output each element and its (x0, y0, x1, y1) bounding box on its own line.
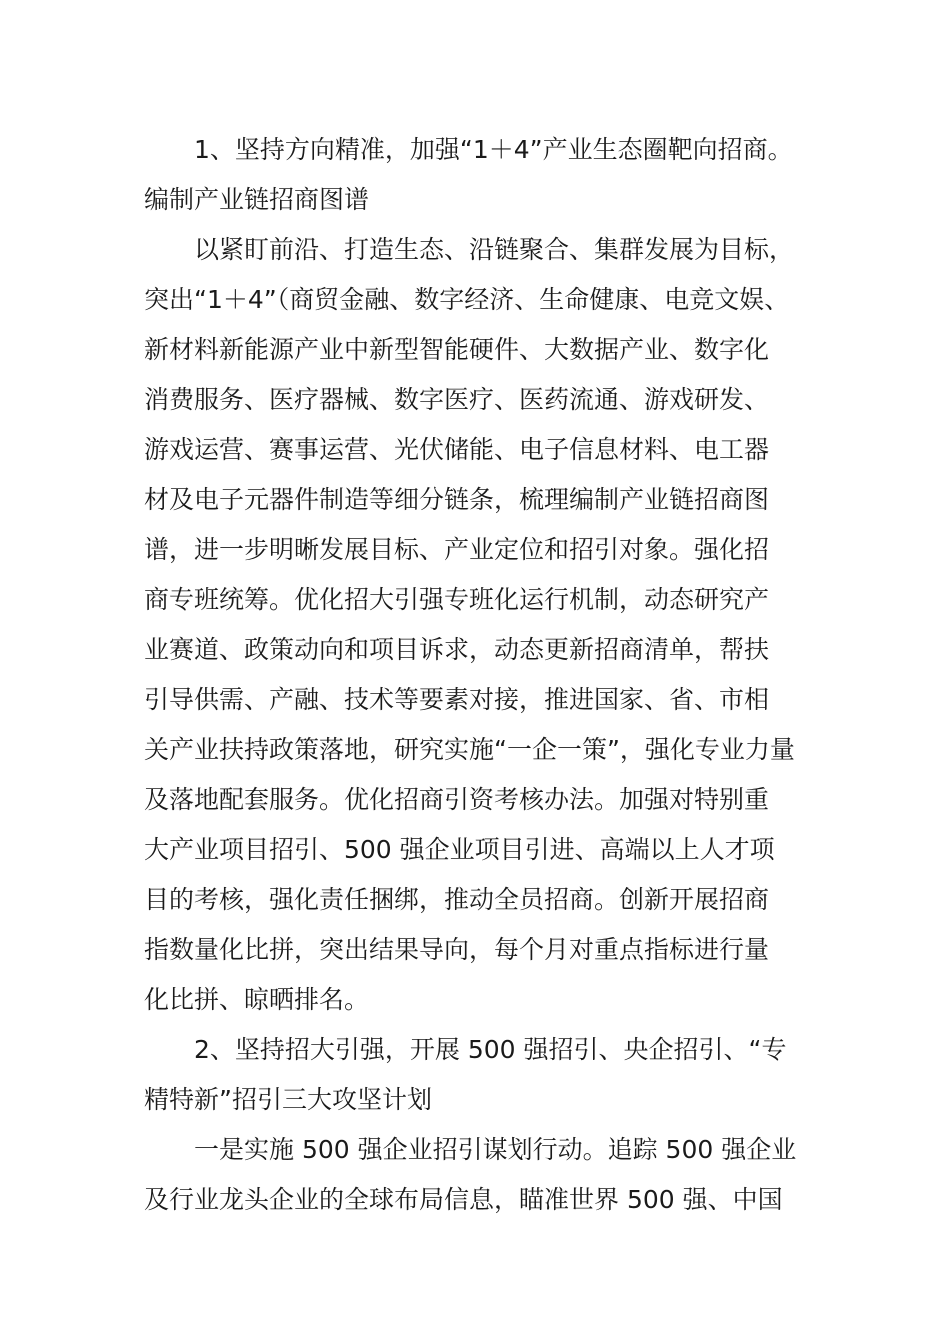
paragraph-1-line-5: 游戏运营、赛事运营、光伏储能、电子信息材料、电工器 (144, 435, 770, 464)
heading-2-line-1: 2、坚持招大引强，开展 500 强招引、央企招引、“专 (194, 1035, 787, 1064)
paragraph-1-line-4: 消费服务、医疗器械、数字医疗、医药流通、游戏研发、 (144, 385, 770, 414)
paragraph-1-line-3: 新材料新能源产业中新型智能硬件、大数据产业、数字化 (144, 335, 770, 364)
paragraph-1-line-10: 引导供需、产融、技术等要素对接，推进国家、省、市相 (144, 685, 770, 714)
paragraph-2-line-1: 一是实施 500 强企业招引谋划行动。追踪 500 强企业 (194, 1135, 797, 1164)
paragraph-1-line-13: 大产业项目招引、500 强企业项目引进、高端以上人才项 (144, 835, 775, 864)
paragraph-1-line-9: 业赛道、政策动向和项目诉求，动态更新招商清单，帮扶 (144, 635, 770, 664)
paragraph-2-line-2: 及行业龙头企业的全球布局信息，瞄准世界 500 强、中国 (144, 1185, 783, 1214)
paragraph-1-line-12: 及落地配套服务。优化招商引资考核办法。加强对特别重 (144, 785, 770, 814)
paragraph-1-line-7: 谱，进一步明晰发展目标、产业定位和招引对象。强化招 (144, 535, 770, 564)
paragraph-1-line-11: 关产业扶持政策落地，研究实施“一企一策”，强化专业力量 (144, 735, 795, 764)
paragraph-1-line-2: 突出“1＋4”（商贸金融、数字经济、生命健康、电竞文娱、 (144, 285, 790, 314)
heading-2-line-2: 精特新”招引三大攻坚计划 (144, 1085, 432, 1114)
paragraph-1-line-14: 目的考核，强化责任捆绑，推动全员招商。创新开展招商 (144, 885, 770, 914)
paragraph-1-line-16: 化比拼、晾晒排名。 (144, 985, 370, 1014)
paragraph-1-line-8: 商专班统筹。优化招大引强专班化运行机制，动态研究产 (144, 585, 770, 614)
heading-1-line-2: 编制产业链招商图谱 (144, 185, 370, 214)
paragraph-1-line-15: 指数量化比拼，突出结果导向，每个月对重点指标进行量 (144, 935, 770, 964)
heading-1-line-1: 1、坚持方向精准，加强“1＋4”产业生态圈靶向招商。 (194, 135, 793, 164)
paragraph-1-line-6: 材及电子元器件制造等细分链条，梳理编制产业链招商图 (144, 485, 770, 514)
paragraph-1-line-1: 以紧盯前沿、打造生态、沿链聚合、集群发展为目标， (194, 235, 795, 264)
